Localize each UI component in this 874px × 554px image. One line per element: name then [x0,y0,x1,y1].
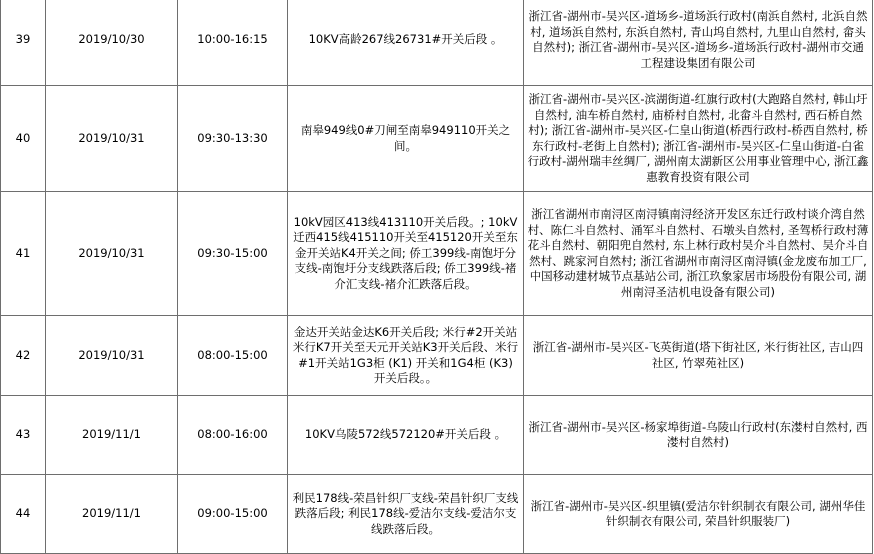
outage-range[interactable]: 南皋949线0#刀闸至南皋949110开关之间。 [288,86,524,192]
row-number[interactable]: 39 [1,0,46,86]
outage-area[interactable]: 浙江省-湖州市-吴兴区-织里镇(爱洁尔针织制衣有限公司, 湖州华佳针织制衣有限公司, 荣昌针织服装厂) [524,475,873,554]
table-row [1,396,873,475]
outage-date[interactable]: 2019/10/31 [46,86,178,192]
row-number[interactable]: 41 [1,192,46,316]
outage-range[interactable]: 10KV乌陵572线572120#开关后段 。 [288,396,524,475]
table-row [1,86,873,192]
outage-time[interactable]: 09:30-13:30 [178,86,288,192]
outage-range[interactable]: 10kV园区413线413110开关后段。; 10kV迁西415线415110开关至415120开关至东金开关站K4开关之间; 侨工399线-南饱圩分支线-南饱圩分支线跌落后段; 侨工399线-褚介汇支线-褚介汇跌落后段。 [288,192,524,316]
outage-date[interactable]: 2019/10/30 [46,0,178,86]
outage-area[interactable]: 浙江省湖州市南浔区南浔镇南浔经济开发区东迁行政村谈介湾自然村、陈仁斗自然村、涌军斗自然村、石墩头自然村, 圣驾桥行政村薄花斗自然村、朝阳兜自然村, 东上林行政村吴介斗自然村、吴介斗自然村、跳家河自然村; 浙江省湖州市南浔区南浔镇(金龙废布加工厂, 中国移动建材城节点基站公司, 浙江玖象家居市场股份有限公司, 湖州南浔圣洁机电设备有限公司) [524,192,873,316]
outage-date[interactable]: 2019/10/31 [46,316,178,396]
table-row [1,316,873,396]
row-number[interactable]: 40 [1,86,46,192]
row-number[interactable]: 42 [1,316,46,396]
outage-time[interactable]: 09:00-15:00 [178,475,288,554]
outage-area[interactable]: 浙江省-湖州市-吴兴区-飞英街道(塔下街社区, 米行街社区, 吉山四社区, 竹翠苑社区) [524,316,873,396]
outage-time[interactable]: 08:00-15:00 [178,316,288,396]
outage-area[interactable]: 浙江省-湖州市-吴兴区-杨家埠街道-乌陵山行政村(东漤村自然村, 西漤村自然村) [524,396,873,475]
outage-area[interactable]: 浙江省-湖州市-吴兴区-道场乡-道场浜行政村(南浜自然村, 北浜自然村, 道场浜自然村, 东浜自然村, 青山坞自然村, 九里山自然村, 畲头自然村); 浙江省-湖州市-吴兴区-道场乡-道场浜行政村-湖州市交通工程建设集团有限公司 [524,0,873,86]
outage-date[interactable]: 2019/11/1 [46,475,178,554]
outage-time[interactable]: 09:30-15:00 [178,192,288,316]
outage-date[interactable]: 2019/10/31 [46,192,178,316]
outage-time[interactable]: 10:00-16:15 [178,0,288,86]
outage-range[interactable]: 利民178线-荣昌针织厂支线-荣昌针织厂支线跌落后段; 利民178线-爱洁尔支线-爱洁尔支线跌落后段。 [288,475,524,554]
outage-area[interactable]: 浙江省-湖州市-吴兴区-滨湖街道-红旗行政村(大跑路自然村, 韩山圩自然村, 油车桥自然村, 庙桥村自然村, 北畲斗自然村, 西石桥自然村); 浙江省-湖州市-吴兴区-仁皇山街道(桥西行政村-桥西自然村, 桥东行政村-老街上自然村); 浙江省-湖州市-吴兴区-仁皇山街道-白雀行政村-湖州瑞丰丝绸厂, 湖州南太湖新区公用事业管理中心, 浙江鑫惠教育投资有限公司 [524,86,873,192]
table-row [1,192,873,316]
outage-time[interactable]: 08:00-16:00 [178,396,288,475]
outage-date[interactable]: 2019/11/1 [46,396,178,475]
outage-range[interactable]: 金达开关站金达K6开关后段; 米行#2开关站米行K7开关至天元开关站K3开关后段、米行#1开关站1G3柜 (K1) 开关和1G4柜 (K3) 开关后段。。 [288,316,524,396]
row-number[interactable]: 43 [1,396,46,475]
table-row [1,0,873,86]
outage-range[interactable]: 10KV高龄267线26731#开关后段 。 [288,0,524,86]
row-number[interactable]: 44 [1,475,46,554]
